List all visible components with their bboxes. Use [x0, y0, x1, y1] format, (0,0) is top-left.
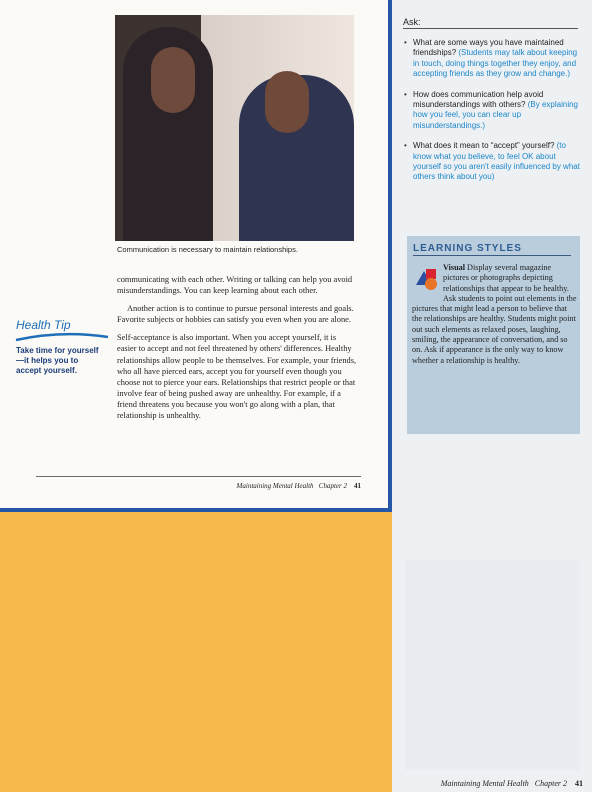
ask-question: What does it mean to “accept” yourself? — [413, 141, 555, 151]
learning-styles-lead: Visual — [443, 263, 465, 272]
student-face-right — [265, 71, 309, 133]
ask-item — [403, 38, 581, 80]
student-page-footer — [36, 476, 361, 490]
orange-panel — [0, 512, 392, 792]
ask-answer: (Students may talk about keeping in touch, doing things together they enjoy, and accepting friends as they grow and change.) — [413, 48, 578, 79]
footer-chapter: Chapter 2 — [534, 779, 567, 788]
teacher-blank-panel — [405, 560, 580, 770]
health-tip-text: Take time for yourself—it helps you to accept yourself. — [16, 346, 99, 375]
health-tip-logo: Health Tip — [16, 318, 71, 332]
student-page — [0, 0, 392, 512]
ask-question: How does communication help avoid misunderstandings with others? — [413, 89, 544, 110]
body-paragraph-1: communicating with each other. Writing or talking can help you avoid misunderstandings. You can keep learning about each other. — [117, 275, 353, 296]
student-face-left — [151, 47, 195, 113]
learning-styles-text — [412, 263, 577, 366]
teacher-page-footer — [393, 779, 583, 788]
footer-page-number: 41 — [575, 779, 583, 788]
body-paragraph-3: Self-acceptance is also important. When you accept yourself, it is easier to accept and not feel threatened by others' differences. Healthy relationships allow people to be themselves. For example, your friends, who all have pierced ears, accept you for yourself even though you choose not to pierce your ears. Relationships that restrict people or that involve fear of being pushed away are unhealthy. For example, if a friend threatens you because you won't go along with a plan, that relationship is unhealthy. — [117, 333, 357, 421]
ask-heading: Ask: — [403, 17, 578, 29]
body-text — [117, 274, 357, 428]
ask-question: What are some ways you have maintained friendships? — [413, 38, 564, 58]
learning-styles-title: LEARNING STYLES — [413, 243, 571, 256]
body-paragraph-2: Another action is to continue to pursue personal interests and goals. Favorite subjects or hobbies can satisfy you even when you are alone. — [117, 304, 354, 325]
ask-answer: (By explaining how you feel, you can clear up misunderstandings.) — [413, 100, 578, 130]
learning-styles-box — [407, 236, 580, 434]
learning-styles-body: Display several magazine pictures or photographs depicting relationships that appear to be healthy. Ask students to point out elements in the pictures that might lead a person to believe that the relationships are healthy. Students might point out such elements as relaxed poses, laughing, smiling, the appearance of conversation, and so on. Ask if appearance is the only way to know whether a relationship is healthy. — [412, 263, 577, 365]
ask-item — [403, 141, 581, 183]
ask-item — [403, 90, 581, 132]
footer-title: Maintaining Mental Health — [440, 779, 529, 788]
footer-chapter: Chapter 2 — [318, 482, 347, 490]
photo-two-students — [115, 15, 354, 241]
health-tip-swoosh-icon — [14, 332, 110, 342]
ask-answer: (to know what you believe, to feel OK about yourself so you aren't easily influenced by what others think about you) — [413, 141, 580, 182]
footer-title: Maintaining Mental Health — [236, 482, 314, 490]
ask-list — [403, 38, 581, 193]
footer-page-number: 41 — [354, 482, 361, 490]
photo-caption: Communication is necessary to maintain relationships. — [117, 245, 298, 254]
